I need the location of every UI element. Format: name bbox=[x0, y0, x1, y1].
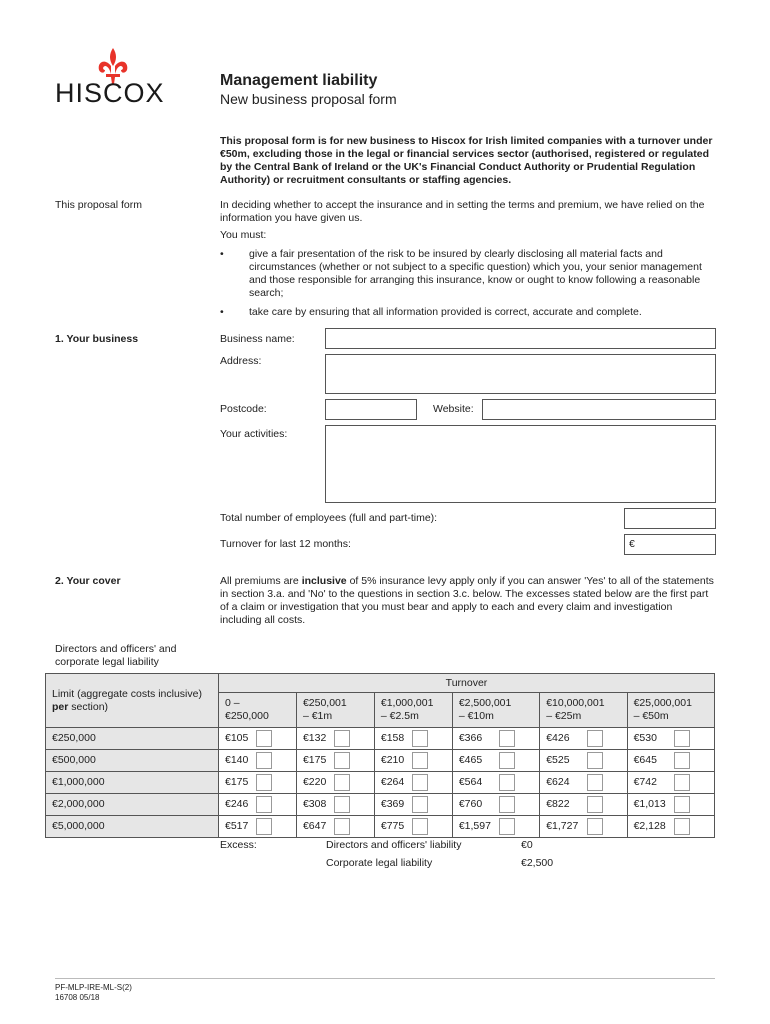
premium-cell bbox=[219, 750, 297, 772]
premium-value: €2,128 bbox=[633, 820, 666, 832]
premium-cell bbox=[296, 728, 374, 750]
cover-text-b: of 5% insurance levy apply only if you can answer 'Yes' to all of the statements in section 3.a. and 'No' to the questions in section 3.c. below. The excesses stated below are the first part of a claim or investigation that you must bear and apply to each and every claim and investigation including all costs. bbox=[220, 575, 714, 626]
premium-value: €132 bbox=[302, 732, 327, 744]
activities-field[interactable] bbox=[325, 425, 716, 503]
turnover-band-header bbox=[219, 693, 297, 728]
premium-checkbox[interactable] bbox=[499, 752, 515, 769]
premium-cell bbox=[374, 794, 452, 816]
premium-checkbox[interactable] bbox=[334, 774, 350, 791]
website-label: Website: bbox=[433, 403, 474, 415]
premium-cell bbox=[452, 794, 539, 816]
logo-text: HISCOX bbox=[55, 78, 165, 108]
premium-checkbox[interactable] bbox=[674, 730, 690, 747]
band-to: – €25m bbox=[546, 710, 582, 722]
premium-checkbox[interactable] bbox=[412, 752, 428, 769]
premium-value: €564 bbox=[458, 776, 483, 788]
premium-value: €426 bbox=[546, 732, 570, 744]
table-row bbox=[46, 772, 715, 794]
band-to: – €50m bbox=[633, 710, 669, 722]
premium-cell bbox=[452, 728, 539, 750]
postcode-label: Postcode: bbox=[220, 403, 267, 415]
turnover-header: Turnover bbox=[219, 674, 715, 693]
postcode-field[interactable] bbox=[325, 399, 417, 420]
limit-header-a: Limit (aggregate costs inclusive) bbox=[52, 687, 202, 700]
website-field[interactable] bbox=[482, 399, 716, 420]
limit-cell: €250,000 bbox=[46, 728, 219, 750]
cover-text-bold: inclusive bbox=[301, 575, 347, 587]
section-your-business: 1. Your business bbox=[55, 333, 139, 345]
table-row bbox=[46, 816, 715, 838]
premium-checkbox[interactable] bbox=[674, 774, 690, 791]
business-name-field[interactable] bbox=[325, 328, 716, 349]
premium-value: €760 bbox=[458, 798, 483, 810]
premium-checkbox[interactable] bbox=[334, 796, 350, 813]
premium-cell bbox=[627, 750, 714, 772]
premium-cell bbox=[374, 750, 452, 772]
premium-checkbox[interactable] bbox=[256, 796, 272, 813]
premium-checkbox[interactable] bbox=[499, 730, 515, 747]
excess-name: Directors and officers' liability bbox=[326, 839, 462, 851]
address-field[interactable] bbox=[325, 354, 716, 394]
premium-value: €210 bbox=[380, 754, 405, 766]
premium-checkbox[interactable] bbox=[499, 774, 515, 791]
premium-checkbox[interactable] bbox=[587, 796, 603, 813]
premium-cell bbox=[627, 794, 714, 816]
section-your-cover: 2. Your cover bbox=[55, 575, 121, 587]
premium-cell bbox=[296, 750, 374, 772]
premium-cell bbox=[219, 794, 297, 816]
proposal-label: This proposal form bbox=[55, 199, 142, 211]
do-label: Directors and officers' and corporate legal liability bbox=[55, 643, 177, 668]
premium-checkbox[interactable] bbox=[674, 796, 690, 813]
limit-cell: €1,000,000 bbox=[46, 772, 219, 794]
turnover-field[interactable] bbox=[624, 534, 716, 555]
premium-checkbox[interactable] bbox=[674, 818, 690, 835]
list-item: • take care by ensuring that all information provided is correct, accurate and complete. bbox=[220, 306, 715, 319]
limit-cell: €500,000 bbox=[46, 750, 219, 772]
premium-checkbox[interactable] bbox=[334, 818, 350, 835]
turnover-band-header bbox=[374, 693, 452, 728]
premium-value: €366 bbox=[458, 732, 483, 744]
premium-cell bbox=[540, 794, 627, 816]
premium-value: €822 bbox=[546, 798, 570, 810]
premium-value: €525 bbox=[546, 754, 570, 766]
premium-checkbox[interactable] bbox=[499, 818, 515, 835]
limit-header bbox=[46, 674, 219, 728]
turnover-label: Turnover for last 12 months: bbox=[220, 538, 351, 550]
obligation-list bbox=[220, 248, 715, 325]
business-name-label: Business name: bbox=[220, 333, 295, 345]
premium-cell bbox=[540, 728, 627, 750]
band-from: 0 – bbox=[225, 697, 240, 709]
band-to: – €2.5m bbox=[380, 710, 419, 722]
proposal-text: In deciding whether to accept the insurance and in setting the terms and premium, we have relied on the information you have given us. bbox=[220, 199, 705, 224]
premium-value: €220 bbox=[302, 776, 327, 788]
premium-value: €1,597 bbox=[458, 820, 491, 832]
premium-value: €742 bbox=[633, 776, 657, 788]
excess-value: €2,500 bbox=[521, 857, 554, 869]
premium-cell bbox=[452, 772, 539, 794]
premium-cell bbox=[219, 816, 297, 838]
premium-checkbox[interactable] bbox=[587, 730, 603, 747]
turnover-band-header bbox=[452, 693, 539, 728]
band-from: €1,000,001 bbox=[380, 697, 434, 709]
premium-checkbox[interactable] bbox=[334, 752, 350, 769]
premium-value: €1,013 bbox=[633, 798, 666, 810]
table-row bbox=[46, 794, 715, 816]
limit-cell: €2,000,000 bbox=[46, 794, 219, 816]
premium-cell bbox=[540, 772, 627, 794]
premium-value: €308 bbox=[302, 798, 327, 810]
premium-checkbox[interactable] bbox=[587, 818, 603, 835]
premium-checkbox[interactable] bbox=[587, 752, 603, 769]
form-code: PF-MLP-IRE-ML-S(2) bbox=[55, 983, 132, 992]
band-from: €2,500,001 bbox=[458, 697, 512, 709]
premium-checkbox[interactable] bbox=[256, 774, 272, 791]
limit-header-b: section) bbox=[68, 700, 109, 713]
premium-cell bbox=[627, 728, 714, 750]
form-ref: 16708 05/18 bbox=[55, 993, 100, 1002]
premium-cell bbox=[627, 816, 714, 838]
premium-value: €530 bbox=[633, 732, 657, 744]
premium-value: €775 bbox=[380, 820, 405, 832]
premium-value: €624 bbox=[546, 776, 570, 788]
premium-cell bbox=[374, 816, 452, 838]
premium-cell bbox=[374, 772, 452, 794]
premium-value: €175 bbox=[225, 776, 249, 788]
band-to: €250,000 bbox=[225, 710, 269, 722]
premium-value: €246 bbox=[225, 798, 249, 810]
band-from: €10,000,001 bbox=[546, 697, 605, 709]
premium-value: €1,727 bbox=[546, 820, 579, 832]
page-title: Management liability bbox=[220, 72, 378, 89]
table-row bbox=[46, 750, 715, 772]
excess-value: €0 bbox=[521, 839, 533, 851]
activities-label: Your activities: bbox=[220, 428, 288, 440]
premium-value: €264 bbox=[380, 776, 405, 788]
band-from: €250,001 bbox=[302, 697, 347, 709]
turnover-band-header bbox=[627, 693, 714, 728]
premium-cell bbox=[296, 816, 374, 838]
table-row bbox=[46, 728, 715, 750]
band-to: – €10m bbox=[458, 710, 494, 722]
premium-value: €369 bbox=[380, 798, 405, 810]
premium-cell bbox=[219, 728, 297, 750]
premium-value: €465 bbox=[458, 754, 483, 766]
premium-value: €140 bbox=[225, 754, 249, 766]
premium-value: €175 bbox=[302, 754, 327, 766]
premium-checkbox[interactable] bbox=[587, 774, 603, 791]
limit-cell: €5,000,000 bbox=[46, 816, 219, 838]
excess-name: Corporate legal liability bbox=[326, 857, 433, 869]
premium-cell bbox=[452, 816, 539, 838]
premium-checkbox[interactable] bbox=[412, 796, 428, 813]
premium-value: €517 bbox=[225, 820, 249, 832]
premium-table bbox=[45, 673, 715, 838]
excess-label: Excess: bbox=[220, 839, 257, 851]
premium-checkbox[interactable] bbox=[256, 752, 272, 769]
premium-checkbox[interactable] bbox=[674, 752, 690, 769]
premium-checkbox[interactable] bbox=[334, 730, 350, 747]
address-label: Address: bbox=[220, 355, 262, 367]
band-from: €25,000,001 bbox=[633, 697, 692, 709]
premium-value: €105 bbox=[225, 732, 249, 744]
turnover-band-header bbox=[296, 693, 374, 728]
turnover-band-header bbox=[540, 693, 627, 728]
premium-cell bbox=[374, 728, 452, 750]
premium-cell bbox=[540, 816, 627, 838]
premium-checkbox[interactable] bbox=[412, 818, 428, 835]
cover-text-a: All premiums are bbox=[220, 575, 302, 587]
premium-checkbox[interactable] bbox=[256, 730, 272, 747]
premium-value: €647 bbox=[302, 820, 327, 832]
premium-checkbox[interactable] bbox=[412, 730, 428, 747]
footer-divider bbox=[55, 978, 715, 979]
premium-cell bbox=[452, 750, 539, 772]
premium-checkbox[interactable] bbox=[412, 774, 428, 791]
list-item: • give a fair presentation of the risk to be insured by clearly disclosing all material facts and circumstances (whether or not subject to a specific question) which you, your senior management and those responsible for arranging this insurance, know or ought to know following a reasonable search; bbox=[220, 248, 715, 300]
band-to: – €1m bbox=[302, 710, 333, 722]
you-must: You must: bbox=[220, 229, 267, 241]
premium-value: €158 bbox=[380, 732, 405, 744]
currency-symbol: € bbox=[629, 538, 635, 550]
premium-value: €645 bbox=[633, 754, 657, 766]
employees-field[interactable] bbox=[624, 508, 716, 529]
premium-cell bbox=[627, 772, 714, 794]
cover-text bbox=[220, 575, 715, 627]
employees-label: Total number of employees (full and part-time): bbox=[220, 512, 438, 524]
limit-header-bold: per bbox=[52, 700, 69, 713]
premium-cell bbox=[296, 794, 374, 816]
premium-cell bbox=[296, 772, 374, 794]
intro-text: This proposal form is for new business to Hiscox for Irish limited companies with a turnover under €50m, excluding those in the legal or financial services sector (authorised, registered or regulated by the Central Bank of Ireland or the UK's Financial Conduct Authority or Prudential Regulation Authority) or recruitment consultants or staffing agencies. bbox=[220, 135, 713, 186]
footer bbox=[55, 983, 132, 1003]
premium-cell bbox=[540, 750, 627, 772]
page-subtitle: New business proposal form bbox=[220, 91, 397, 107]
premium-cell bbox=[219, 772, 297, 794]
premium-checkbox[interactable] bbox=[499, 796, 515, 813]
premium-checkbox[interactable] bbox=[256, 818, 272, 835]
